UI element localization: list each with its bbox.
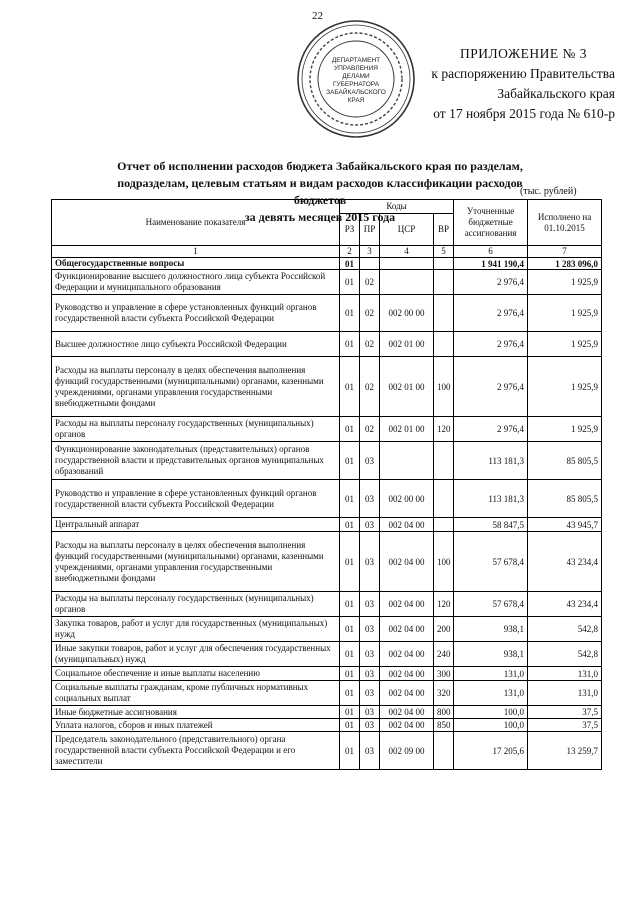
- official-stamp: [295, 18, 417, 140]
- row-pr: 03: [360, 706, 380, 719]
- svg-text:ГУБЕРНАТОРА: ГУБЕРНАТОРА: [332, 81, 380, 88]
- row-csr: 002 01 00: [380, 332, 434, 357]
- row-name: Центральный аппарат: [52, 518, 340, 532]
- row-executed: 1 925,9: [528, 295, 602, 332]
- row-budget: 113 181,3: [454, 442, 528, 480]
- row-pr: 02: [360, 332, 380, 357]
- row-budget: 57 678,4: [454, 592, 528, 617]
- table-row: [52, 667, 602, 681]
- row-pr: 02: [360, 417, 380, 442]
- row-vr: 300: [434, 667, 454, 681]
- row-pr: 03: [360, 642, 380, 667]
- row-rz: 01: [340, 706, 360, 719]
- report-title-line: подразделам, целевым статьям и видам расходов классификации расходов бюджетов: [117, 176, 523, 207]
- row-budget: 17 205,6: [454, 732, 528, 770]
- row-vr: [434, 518, 454, 532]
- row-rz: 01: [340, 681, 360, 706]
- row-budget: 2 976,4: [454, 417, 528, 442]
- row-name: Руководство и управление в сфере установленных функций органов государственной власти субъекта Российской Федерации: [52, 480, 340, 518]
- row-vr: 100: [434, 357, 454, 417]
- row-rz: 01: [340, 357, 360, 417]
- row-vr: [434, 270, 454, 295]
- row-pr: [360, 258, 380, 270]
- row-name: Расходы на выплаты персоналу в целях обеспечения выполнения функций государственными (муниципальными) органами, казенными учреждениями, органами управления государственными внебюджетными фондами: [52, 532, 340, 592]
- col-number: 4: [380, 246, 434, 258]
- row-executed: 131,0: [528, 681, 602, 706]
- row-pr: 02: [360, 270, 380, 295]
- row-budget: 2 976,4: [454, 357, 528, 417]
- table-row: [52, 719, 602, 732]
- report-title-line: за девять месяцев 2015 года: [244, 210, 396, 224]
- row-csr: 002 04 00: [380, 518, 434, 532]
- row-name: Расходы на выплаты персоналу государственных (муниципальных) органов: [52, 417, 340, 442]
- row-name: Иные бюджетные ассигнования: [52, 706, 340, 719]
- row-rz: 01: [340, 295, 360, 332]
- row-name: Иные закупки товаров, работ и услуг для обеспечения государственных (муниципальных) нужд: [52, 642, 340, 667]
- column-number-row: [52, 246, 602, 258]
- table-row: [52, 295, 602, 332]
- page-number: 22: [312, 10, 323, 22]
- row-csr: [380, 258, 434, 270]
- table-row: [52, 258, 602, 270]
- row-pr: 02: [360, 357, 380, 417]
- row-executed: 37,5: [528, 706, 602, 719]
- units-label: (тыс. рублей): [520, 186, 577, 197]
- row-csr: 002 04 00: [380, 532, 434, 592]
- row-executed: 131,0: [528, 667, 602, 681]
- row-csr: 002 00 00: [380, 480, 434, 518]
- row-executed: 43 234,4: [528, 532, 602, 592]
- row-name: Руководство и управление в сфере установленных функций органов государственной власти субъекта Российской Федерации: [52, 295, 340, 332]
- row-name: Социальное обеспечение и иные выплаты населению: [52, 667, 340, 681]
- header-budget: Уточненные бюджетные ассигнования: [454, 200, 528, 246]
- table-row: [52, 732, 602, 770]
- table-row: [52, 642, 602, 667]
- row-name: Функционирование высшего должностного лица субъекта Российской Федерации и муниципального образования: [52, 270, 340, 295]
- row-pr: 03: [360, 518, 380, 532]
- row-executed: 85 805,5: [528, 480, 602, 518]
- table-row: [52, 532, 602, 592]
- table-row: [52, 706, 602, 719]
- svg-text:УПРАВЛЕНИЯ: УПРАВЛЕНИЯ: [334, 65, 378, 72]
- col-number: 6: [454, 246, 528, 258]
- table-row: [52, 442, 602, 480]
- header-codes: Коды: [340, 200, 454, 214]
- row-csr: 002 04 00: [380, 667, 434, 681]
- header-executed: Исполнено на 01.10.2015: [528, 200, 602, 246]
- row-budget: 100,0: [454, 719, 528, 732]
- row-csr: [380, 270, 434, 295]
- appendix-date: от 17 ноября 2015 года № 610-р: [433, 106, 615, 121]
- row-pr: 03: [360, 532, 380, 592]
- row-rz: 01: [340, 258, 360, 270]
- col-number: 2: [340, 246, 360, 258]
- report-title-line: Отчет об исполнении расходов бюджета Забайкальского края по разделам,: [117, 159, 523, 173]
- row-name: Председатель законодательного (представительного) органа государственной власти субъекта Российской Федерации и его заместители: [52, 732, 340, 770]
- row-budget: 2 976,4: [454, 295, 528, 332]
- table-row: [52, 480, 602, 518]
- row-rz: 01: [340, 480, 360, 518]
- row-executed: 1 925,9: [528, 357, 602, 417]
- row-pr: 03: [360, 681, 380, 706]
- row-executed: 37,5: [528, 719, 602, 732]
- row-budget: 938,1: [454, 617, 528, 642]
- row-rz: 01: [340, 592, 360, 617]
- row-executed: 43 234,4: [528, 592, 602, 617]
- row-pr: 03: [360, 732, 380, 770]
- row-csr: 002 04 00: [380, 706, 434, 719]
- table-row: [52, 417, 602, 442]
- row-executed: 43 945,7: [528, 518, 602, 532]
- header-csr: ЦСР: [380, 214, 434, 246]
- row-executed: 542,8: [528, 617, 602, 642]
- row-executed: 1 925,9: [528, 332, 602, 357]
- row-csr: 002 01 00: [380, 417, 434, 442]
- row-name: Уплата налогов, сборов и иных платежей: [52, 719, 340, 732]
- table-row: [52, 270, 602, 295]
- row-vr: 240: [434, 642, 454, 667]
- row-name: Закупка товаров, работ и услуг для государственных (муниципальных) нужд: [52, 617, 340, 642]
- row-vr: 800: [434, 706, 454, 719]
- appendix-line: Забайкальского края: [497, 86, 615, 101]
- row-name: Расходы на выплаты персоналу в целях обеспечения выполнения функций государственными (муниципальными) органами, казенными учреждениями, органами управления государственными внебюджетными фондами: [52, 357, 340, 417]
- row-pr: 03: [360, 442, 380, 480]
- header-name: Наименование показателя: [52, 200, 340, 246]
- col-number: 3: [360, 246, 380, 258]
- row-rz: 01: [340, 667, 360, 681]
- row-pr: 02: [360, 295, 380, 332]
- row-budget: 1 941 190,4: [454, 258, 528, 270]
- header-pr: ПР: [360, 214, 380, 246]
- row-executed: 85 805,5: [528, 442, 602, 480]
- svg-text:КРАЯ: КРАЯ: [347, 97, 365, 104]
- row-csr: 002 04 00: [380, 719, 434, 732]
- row-executed: 1 283 096,0: [528, 258, 602, 270]
- appendix-line: к распоряжению Правительства: [431, 66, 615, 81]
- row-rz: 01: [340, 617, 360, 642]
- row-budget: 100,0: [454, 706, 528, 719]
- row-rz: 01: [340, 732, 360, 770]
- row-csr: 002 04 00: [380, 592, 434, 617]
- row-name: Расходы на выплаты персоналу государственных (муниципальных) органов: [52, 592, 340, 617]
- svg-text:ДЕЛАМИ: ДЕЛАМИ: [342, 73, 370, 80]
- row-rz: 01: [340, 417, 360, 442]
- row-vr: 200: [434, 617, 454, 642]
- row-vr: [434, 258, 454, 270]
- row-vr: [434, 332, 454, 357]
- expenditure-table: [51, 199, 602, 770]
- row-budget: 113 181,3: [454, 480, 528, 518]
- row-rz: 01: [340, 719, 360, 732]
- appendix-title: ПРИЛОЖЕНИЕ № 3: [459, 46, 587, 61]
- row-budget: 2 976,4: [454, 270, 528, 295]
- row-vr: 850: [434, 719, 454, 732]
- table-row: [52, 518, 602, 532]
- row-executed: 1 925,9: [528, 417, 602, 442]
- row-vr: 120: [434, 592, 454, 617]
- svg-text:ЗАБАЙКАЛЬСКОГО: ЗАБАЙКАЛЬСКОГО: [326, 89, 386, 96]
- row-csr: 002 04 00: [380, 642, 434, 667]
- row-budget: 58 847,5: [454, 518, 528, 532]
- table-row: [52, 617, 602, 642]
- row-executed: 13 259,7: [528, 732, 602, 770]
- row-rz: 01: [340, 642, 360, 667]
- row-vr: [434, 295, 454, 332]
- row-rz: 01: [340, 332, 360, 357]
- row-executed: 542,8: [528, 642, 602, 667]
- row-rz: 01: [340, 532, 360, 592]
- row-csr: 002 01 00: [380, 357, 434, 417]
- row-csr: [380, 442, 434, 480]
- row-name: Высшее должностное лицо субъекта Российской Федерации: [52, 332, 340, 357]
- row-vr: [434, 732, 454, 770]
- row-vr: 100: [434, 532, 454, 592]
- row-budget: 57 678,4: [454, 532, 528, 592]
- row-vr: 120: [434, 417, 454, 442]
- row-budget: 131,0: [454, 681, 528, 706]
- row-pr: 03: [360, 719, 380, 732]
- col-number: 7: [528, 246, 602, 258]
- appendix-block: [415, 44, 615, 124]
- header-rz: РЗ: [340, 214, 360, 246]
- row-name: Общегосударственные вопросы: [52, 258, 340, 270]
- row-executed: 1 925,9: [528, 270, 602, 295]
- row-name: Функционирование законодательных (представительных) органов государственной власти и представительных органов муниципальных образований: [52, 442, 340, 480]
- row-pr: 03: [360, 667, 380, 681]
- row-pr: 03: [360, 617, 380, 642]
- row-csr: 002 00 00: [380, 295, 434, 332]
- row-rz: 01: [340, 442, 360, 480]
- table-row: [52, 592, 602, 617]
- col-number: 5: [434, 246, 454, 258]
- table-row: [52, 332, 602, 357]
- row-vr: 320: [434, 681, 454, 706]
- table-row: [52, 357, 602, 417]
- row-name: Социальные выплаты гражданам, кроме публичных нормативных социальных выплат: [52, 681, 340, 706]
- table-row: [52, 681, 602, 706]
- row-rz: 01: [340, 518, 360, 532]
- header-vr: ВР: [434, 214, 454, 246]
- row-budget: 938,1: [454, 642, 528, 667]
- row-pr: 03: [360, 592, 380, 617]
- row-csr: 002 09 00: [380, 732, 434, 770]
- row-pr: 03: [360, 480, 380, 518]
- row-csr: 002 04 00: [380, 681, 434, 706]
- row-vr: [434, 442, 454, 480]
- row-budget: 131,0: [454, 667, 528, 681]
- row-rz: 01: [340, 270, 360, 295]
- row-vr: [434, 480, 454, 518]
- row-csr: 002 04 00: [380, 617, 434, 642]
- col-number: 1: [52, 246, 340, 258]
- row-budget: 2 976,4: [454, 332, 528, 357]
- svg-text:ДЕПАРТАМЕНТ: ДЕПАРТАМЕНТ: [331, 57, 381, 64]
